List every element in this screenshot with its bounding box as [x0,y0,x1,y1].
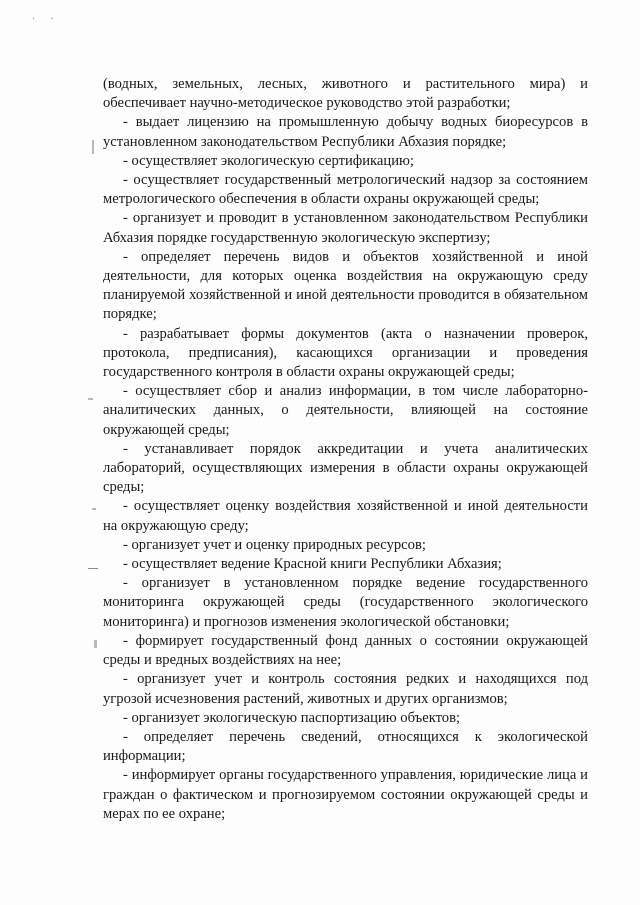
paragraph-9: - устанавливает порядок аккредитации и учета аналитических лабораторий, осуществляющих измерения в области охраны окружающей среды; [103,440,588,496]
paragraph-3: - осуществляет экологическую сертификацию; [123,152,414,169]
scan-mark-1 [92,140,94,154]
paragraph-17: - определяет перечень сведений, относящихся к экологической информации; [103,728,588,765]
paragraph-13: - организует в установленном порядке ведение государственного мониторинга окружающей среды (государственного экологического мониторинга) и прогнозов изменения экологической обстановки; [103,575,588,630]
paragraph-14: - формирует государственный фонд данных о состоянии окружающей среды и вредных воздействиях на нее; [103,632,588,669]
scan-dots: · · [32,14,60,25]
scan-mark-3 [92,508,96,510]
paragraph-15: - организует учет и контроль состояния редких и находящихся под угрозой исчезновения растений, животных и других организмов; [103,671,588,707]
paragraph-7: - разрабатывает формы документов (акта о назначении проверок, протокола, предписания), касающихся организации и проведения государственного контроля в области охраны окружающей среды; [103,325,588,381]
paragraph-1: (водных, земельных, лесных, животного и растительного мира) и обеспечивает научно-методическое руководство этой разработки; [103,76,588,112]
paragraph-12: - осуществляет ведение Красной книги Республики Абхазия; [123,556,502,573]
document-body [103,75,588,824]
paragraph-6: - определяет перечень видов и объектов хозяйственной и иной деятельности, для которых оценка воздействия на окружающую среду планируемой хозяйственной и иной деятельности проводится в обязательном порядке; [103,248,588,323]
paragraph-18: - информирует органы государственного управления, юридические лица и граждан о фактическом и прогнозируемом состоянии окружающей среды и мерах по ее охране; [103,767,588,822]
paragraph-8: - осуществляет сбор и анализ информации, в том числе лабораторно-аналитических данных, о деятельности, влияющей на состояние окружающей среды; [103,383,588,438]
paragraph-2: - выдает лицензию на промышленную добычу водных биоресурсов в установленном законодательством Республики Абхазия порядке; [103,114,588,150]
scan-mark-2 [88,398,93,400]
paragraph-11: - организует учет и оценку природных ресурсов; [123,536,426,553]
paragraph-10: - осуществляет оценку воздействия хозяйственной и иной деятельности на окружающую среду; [103,498,588,534]
paragraph-4: - осуществляет государственный метрологический надзор за состоянием метрологического обеспечения в области охраны окружающей среды; [103,172,588,208]
paragraph-5: - организует и проводит в установленном законодательством Республики Абхазия порядке государственную экологическую экспертизу; [103,210,588,246]
scan-mark-4 [88,568,98,569]
scan-mark-5 [94,640,97,648]
paragraph-16: - организует экологическую паспортизацию объектов; [123,709,461,726]
